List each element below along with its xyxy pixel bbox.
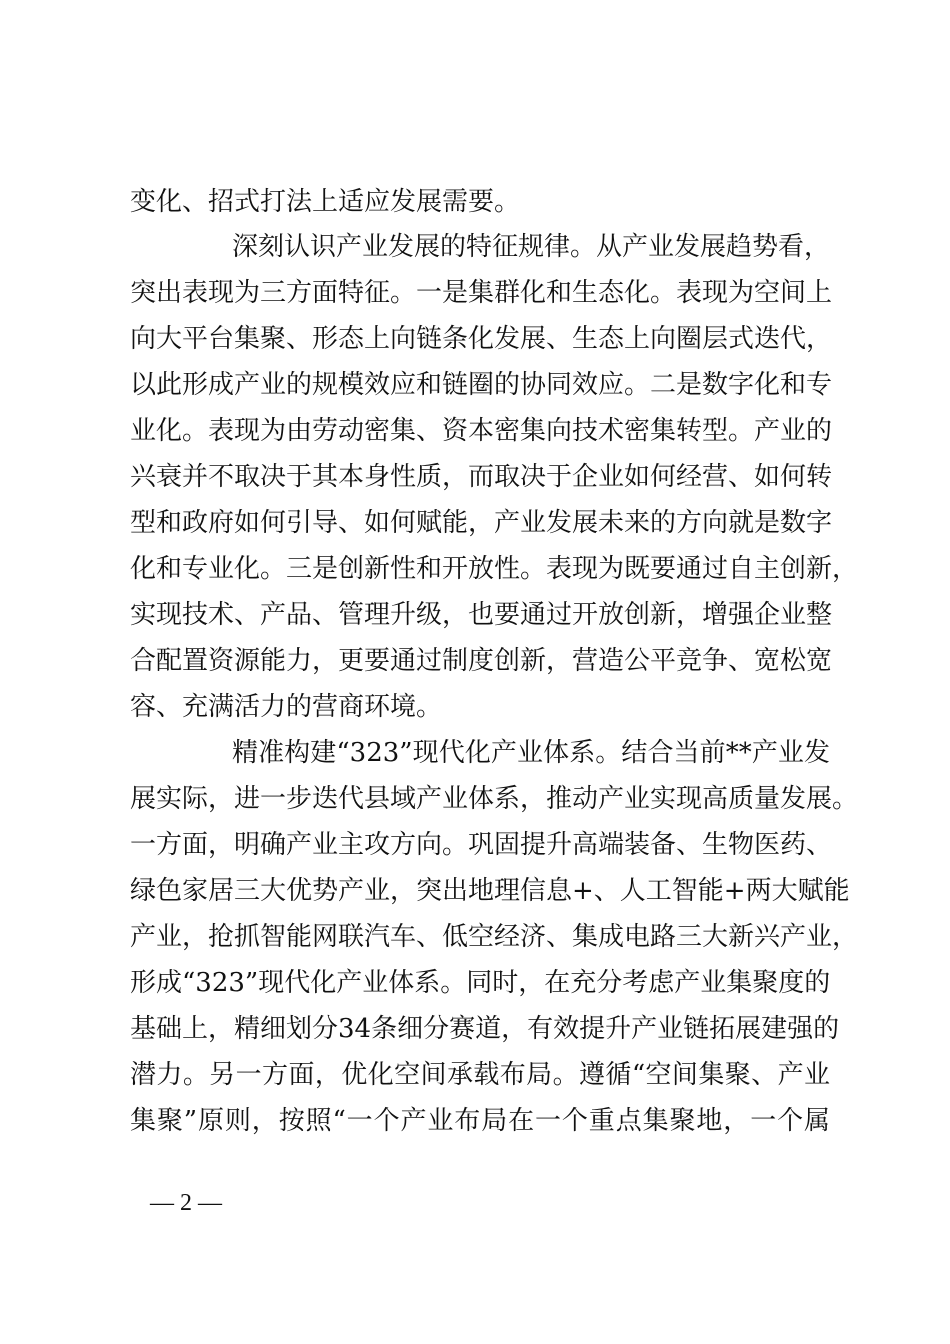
text-line: 基础上，精细划分34条细分赛道，有效提升产业链拓展建强的 [130, 1014, 840, 1044]
text-line: 绿色家居三大优势产业，突出地理信息+、人工智能+两大赋能 [130, 876, 850, 906]
text-line: 容、充满活力的营商环境。 [130, 692, 443, 722]
text-line: 变化、招式打法上适应发展需要。 [130, 187, 521, 217]
paragraph-heading-line: 精准构建“323”现代化产业体系。结合当前**产业发 [232, 738, 830, 768]
text-line: 以此形成产业的规模效应和链圈的协同效应。二是数字化和专 [130, 370, 833, 400]
text-line: 突出表现为三方面特征。一是集群化和生态化。表现为空间上 [130, 278, 833, 308]
text-line: 形成“323”现代化产业体系。同时，在充分考虑产业集聚度的 [130, 968, 831, 998]
text-line: 潜力。另一方面，优化空间承载布局。遵循“空间集聚、产业 [130, 1060, 830, 1090]
text-line: 实现技术、产品、管理升级，也要通过开放创新，增强企业整 [130, 600, 833, 630]
text-line: 业化。表现为由劳动密集、资本密集向技术密集转型。产业的 [130, 416, 833, 446]
page-number: — 2 — [150, 1190, 222, 1216]
text-line: 化和专业化。三是创新性和开放性。表现为既要通过自主创新， [130, 554, 859, 584]
text-line: 集聚”原则，按照“一个产业布局在一个重点集聚地，一个属 [130, 1106, 830, 1136]
text-line: 兴衰并不取决于其本身性质，而取决于企业如何经营、如何转 [130, 462, 833, 492]
text-line: 一方面，明确产业主攻方向。巩固提升高端装备、生物医药、 [130, 830, 833, 860]
text-line: 向大平台集聚、形态上向链条化发展、生态上向圈层式迭代， [130, 324, 833, 354]
text-line: 展实际，进一步迭代县域产业体系，推动产业实现高质量发展。 [130, 784, 859, 814]
text-line: 型和政府如何引导、如何赋能，产业发展未来的方向就是数字 [130, 508, 833, 538]
paragraph-heading-line: 深刻认识产业发展的特征规律。从产业发展趋势看， [232, 232, 831, 262]
text-line: 合配置资源能力，更要通过制度创新，营造公平竞争、宽松宽 [130, 646, 833, 676]
text-line: 产业，抢抓智能网联汽车、低空经济、集成电路三大新兴产业， [130, 922, 859, 952]
